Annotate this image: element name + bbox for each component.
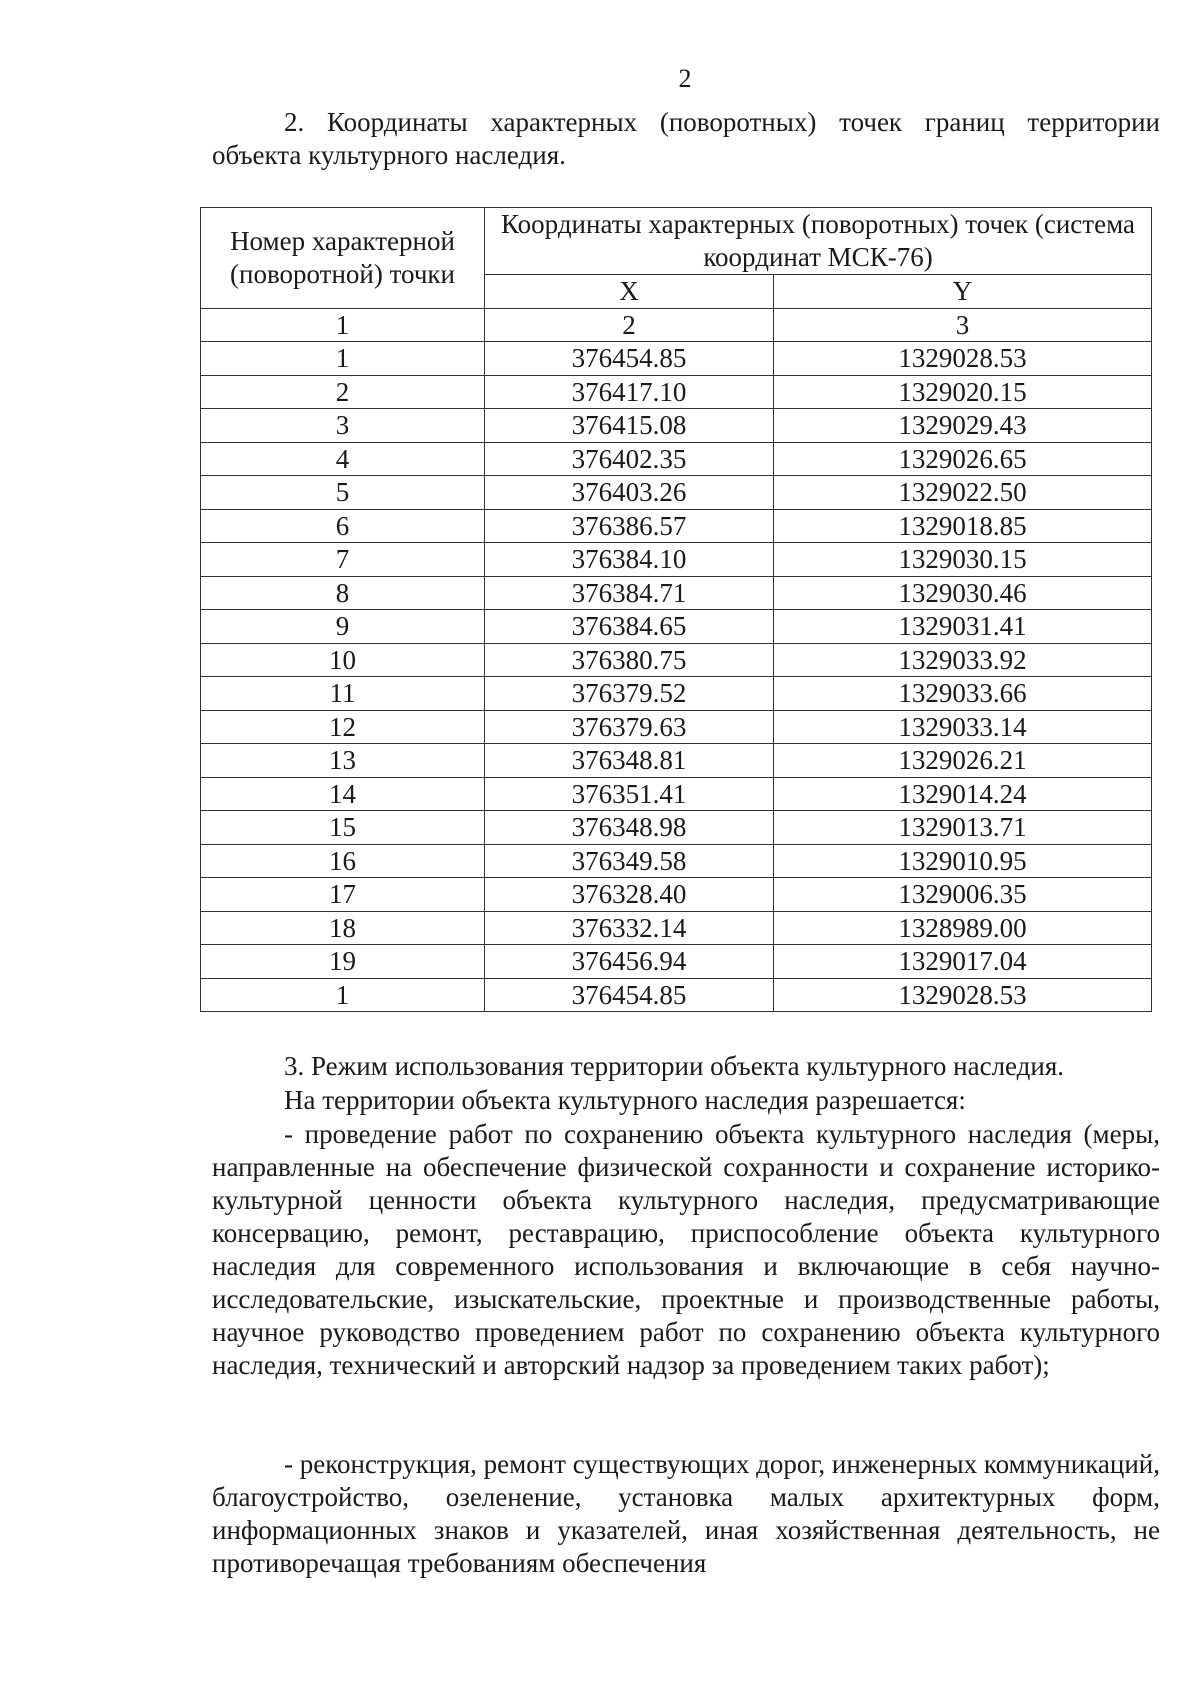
x-coordinate-cell: 376384.65 — [485, 610, 774, 644]
point-number-cell: 6 — [201, 509, 485, 543]
table-row — [201, 978, 1152, 1012]
x-coordinate-cell: 376379.63 — [485, 710, 774, 744]
x-coordinate-cell: 376402.35 — [485, 442, 774, 476]
allowed-item-1: - проведение работ по сохранению объекта культурного наследия (меры, направленные на обеспечение физической сохранности и сохранение историко-культурной ценности объекта культурного наследия, предусматривающие консервацию, ремонт, реставрацию, приспособление объекта культурного наследия для современного использования и включающие в себя научно-исследовательские, изыскательские, проектные и производственные работы, научное руководство проведением работ по сохранению объекта культурного наследия, технический и авторский надзор за проведением таких работ); — [212, 1119, 1160, 1380]
column-number: 3 — [774, 308, 1152, 342]
table-row — [201, 643, 1152, 677]
column-number: 2 — [485, 308, 774, 342]
point-number-cell: 13 — [201, 744, 485, 778]
allowed-intro: На территории объекта культурного наследия разрешается: — [284, 1085, 966, 1115]
point-number-cell: 5 — [201, 476, 485, 510]
table-row — [201, 476, 1152, 510]
column-number: 1 — [201, 308, 485, 342]
y-coordinate-cell: 1329017.04 — [774, 945, 1152, 979]
y-coordinate-cell: 1329029.43 — [774, 409, 1152, 443]
point-number-cell: 1 — [201, 978, 485, 1012]
y-coordinate-cell: 1329010.95 — [774, 844, 1152, 878]
y-coordinate-cell: 1328989.00 — [774, 911, 1152, 945]
page-number: 2 — [678, 64, 692, 93]
table-row — [201, 911, 1152, 945]
y-coordinate-cell: 1329014.24 — [774, 777, 1152, 811]
table-row — [201, 710, 1152, 744]
point-number-cell: 7 — [201, 543, 485, 577]
x-coordinate-cell: 376454.85 — [485, 978, 774, 1012]
section-2-heading: 2. Координаты характерных (поворотных) точек границ территории объекта культурного наследия. — [212, 107, 1160, 170]
table-row — [201, 576, 1152, 610]
x-coordinate-cell: 376328.40 — [485, 878, 774, 912]
x-coordinate-cell: 376332.14 — [485, 911, 774, 945]
y-coordinate-cell: 1329013.71 — [774, 811, 1152, 845]
x-coordinate-cell: 376380.75 — [485, 643, 774, 677]
point-number-cell: 19 — [201, 945, 485, 979]
table-header-row — [201, 208, 1152, 275]
table-row — [201, 375, 1152, 409]
table-row — [201, 878, 1152, 912]
table-row — [201, 945, 1152, 979]
point-number-cell: 4 — [201, 442, 485, 476]
y-coordinate-cell: 1329033.14 — [774, 710, 1152, 744]
y-coordinate-cell: 1329030.15 — [774, 543, 1152, 577]
x-coordinate-cell: 376384.10 — [485, 543, 774, 577]
point-number-cell: 8 — [201, 576, 485, 610]
y-coordinate-cell: 1329033.92 — [774, 643, 1152, 677]
x-coordinate-cell: 376384.71 — [485, 576, 774, 610]
y-coordinate-cell: 1329026.21 — [774, 744, 1152, 778]
x-coordinate-cell: 376351.41 — [485, 777, 774, 811]
x-coordinate-cell: 376379.52 — [485, 677, 774, 711]
table-row — [201, 677, 1152, 711]
header-coordinates: Координаты характерных (поворотных) точек (система координат МСК-76) — [485, 208, 1152, 275]
x-coordinate-cell: 376403.26 — [485, 476, 774, 510]
y-coordinate-cell: 1329006.35 — [774, 878, 1152, 912]
allowed-item-2: - реконструкция, ремонт существующих дорог, инженерных коммуникаций, благоустройство, озеленение, установка малых архитектурных форм, информационных знаков и указателей, иная хозяйственная деятельность, не противоречащая требованиям обеспечения — [212, 1449, 1160, 1578]
x-coordinate-cell: 376348.98 — [485, 811, 774, 845]
y-coordinate-cell: 1329026.65 — [774, 442, 1152, 476]
table-row — [201, 342, 1152, 376]
table-row — [201, 409, 1152, 443]
point-number-cell: 15 — [201, 811, 485, 845]
y-coordinate-cell: 1329033.66 — [774, 677, 1152, 711]
table-column-number-row — [201, 308, 1152, 342]
table-row — [201, 744, 1152, 778]
header-x: X — [485, 275, 774, 309]
y-coordinate-cell: 1329018.85 — [774, 509, 1152, 543]
point-number-cell: 9 — [201, 610, 485, 644]
point-number-cell: 16 — [201, 844, 485, 878]
point-number-cell: 2 — [201, 375, 485, 409]
point-number-cell: 10 — [201, 643, 485, 677]
header-point-number: Номер характерной (поворотной) точки — [201, 208, 485, 309]
point-number-cell: 11 — [201, 677, 485, 711]
x-coordinate-cell: 376456.94 — [485, 945, 774, 979]
x-coordinate-cell: 376415.08 — [485, 409, 774, 443]
point-number-cell: 14 — [201, 777, 485, 811]
y-coordinate-cell: 1329028.53 — [774, 978, 1152, 1012]
x-coordinate-cell: 376349.58 — [485, 844, 774, 878]
table-row — [201, 442, 1152, 476]
x-coordinate-cell: 376348.81 — [485, 744, 774, 778]
table-row — [201, 543, 1152, 577]
coordinates-table — [200, 207, 1152, 1012]
point-number-cell: 3 — [201, 409, 485, 443]
x-coordinate-cell: 376417.10 — [485, 375, 774, 409]
y-coordinate-cell: 1329020.15 — [774, 375, 1152, 409]
x-coordinate-cell: 376454.85 — [485, 342, 774, 376]
y-coordinate-cell: 1329030.46 — [774, 576, 1152, 610]
point-number-cell: 12 — [201, 710, 485, 744]
y-coordinate-cell: 1329028.53 — [774, 342, 1152, 376]
table-row — [201, 509, 1152, 543]
y-coordinate-cell: 1329022.50 — [774, 476, 1152, 510]
x-coordinate-cell: 376386.57 — [485, 509, 774, 543]
table-row — [201, 610, 1152, 644]
point-number-cell: 17 — [201, 878, 485, 912]
section-3-heading: 3. Режим использования территории объекта культурного наследия. — [284, 1051, 1065, 1081]
y-coordinate-cell: 1329031.41 — [774, 610, 1152, 644]
table-row — [201, 811, 1152, 845]
table-row — [201, 844, 1152, 878]
point-number-cell: 1 — [201, 342, 485, 376]
point-number-cell: 18 — [201, 911, 485, 945]
header-y: Y — [774, 275, 1152, 309]
table-row — [201, 777, 1152, 811]
